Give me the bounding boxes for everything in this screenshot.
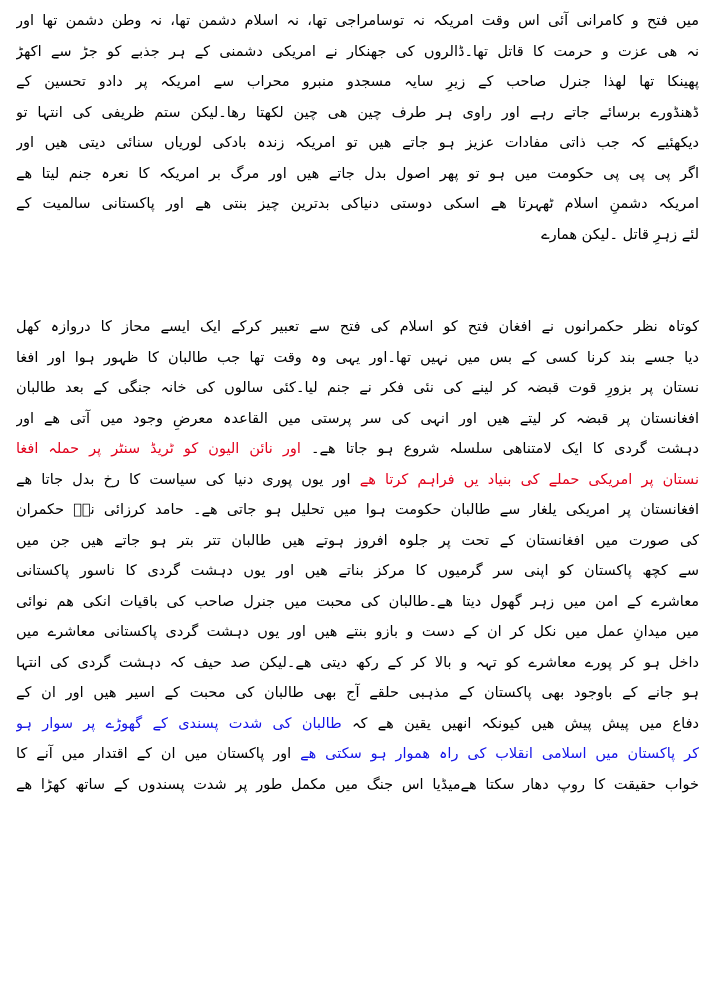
- highlighted-text-red: نستان پر امریکی حملے کی بنیاد یں فراہم کرتا ھے: [359, 471, 699, 488]
- line-text: دفاع میں پیش پیش ھیں کیونکہ انھیں یقین ھے کہ: [351, 715, 699, 732]
- line-text: اور پاکستان میں ان کے اقتدار میں آنے کا: [16, 746, 292, 762]
- text-line: داخل ہو کر پورے معاشرے کو تہہ و بالا کر کے رکھ دیتی ھے۔لیکن صد حیف کہ دہشت گردی کی انتہا: [16, 654, 699, 671]
- line-text: اور یوں پوری دنیا کی سیاست کا رخ بدل جاتا ھے: [16, 471, 351, 488]
- text-line: دیا جسے بند کرنا کسی کے بس میں نہیں تھا۔اور یہی وہ وقت تھا جب طالبان کا ظہور ہوا اور افغا: [16, 349, 699, 366]
- paragraph-spacer: [16, 281, 699, 312]
- text-line: معاشرے کے امن میں زہر گھول دیتا ھے۔طالبان کی محبت میں جنرل صاحب کی باقیات انکی ھم نوائی: [16, 593, 699, 610]
- text-line: میں میدانِ عمل میں نکل کر ان کے دست و بازو بنتے ھیں اور یوں دہشت گردی پاکستانی معاشرے میں: [16, 624, 699, 640]
- text-line: کی صورت میں افغانستان کے تحت پر جلوہ افروز ہوتے ھیں طالبان تتر بتر ہو جاتے ھیں جن میں: [16, 532, 699, 549]
- text-line: سے کچھ پاکستان کو اپنی سر گرمیوں کا مرکز بناتے ھیں اور یوں دہشت گردی کا ناسور پاکستانی: [16, 563, 699, 579]
- text-line: نستان پر بزورِ قوت قبضہ کر لینے کی نئی فکر نے جنم لیا۔کئی سالوں کی خانہ جنگی کے بعد طالبان: [16, 380, 699, 396]
- text-line: دیکھئیے کہ جب ذاتی مفادات عزیز ہو جاتے ھیں تو امریکہ زندہ بادکی لوریاں سنائی دیتی ھیں اور: [16, 135, 699, 151]
- text-line: میں فتح و کامرانی آئی اس وقت امریکہ نہ توسامراجی تھا، نہ اسلام دشمن تھا، نہ وطن دشمن تھا اور: [16, 13, 699, 29]
- text-line: افغانستان پر امریکی یلغار سے طالبان حکومت ہوا میں تحلیل ہو جاتی ھے۔ حامد کرزائی نےؑ حکمران: [16, 502, 699, 518]
- text-line: افغانستان پر قبضہ کر لیتے ھیں اور انہی کی سر پرستی میں القاعدہ معرضِ وجود میں آتی ھے اور: [16, 410, 699, 427]
- paragraph-1: [16, 6, 699, 250]
- text-line: ڈھنڈورے برسائے جاتے رہے اور راوی ہر طرف چین ھی چین لکھتا رھا۔لیکن ستم ظریفی کی انتہا تو: [16, 104, 699, 121]
- text-line: خواب حقیقت کا روپ دھار سکتا ھےمیڈیا اس جنگ میں مکمل طور پر شدت پسندوں کے ساتھ کھڑا ھے: [16, 776, 699, 793]
- text-line: [16, 465, 699, 496]
- highlighted-text-blue: طالبان کی شدت پسندی کے گھوڑے پر سوار ہو: [16, 715, 342, 732]
- text-line: کوتاہ نظر حکمرانوں نے افغان فتح کو اسلام کی فتح سے تعبیر کرکے ایک ایسے محاز کا دروازہ کھل: [16, 319, 699, 335]
- highlighted-text-blue: کر پاکستان میں اسلامی انقلاب کی راہ ھموار ہو سکتی ھے: [300, 746, 699, 762]
- text-line: [16, 434, 699, 465]
- text-line: پھینکا تھا لھذا جنرل صاحب کے زیرِ سایہ مسجدو منبرو محراب سے امریکہ پر دادو تحسین کے: [16, 74, 699, 90]
- text-line: ہو جانے کے باوجود بھی پاکستان کے مذہبی حلقے آج بھی طالبان کی محبت کے اسیر ھیں اور ان کے: [16, 685, 699, 701]
- text-line: امریکہ دشمنِ اسلام ٹھہرتا ھے اسکی دوستی دنیاکی بدترین چیز بنتی ھے اور پاکستانی سالمیت کے: [16, 196, 699, 212]
- line-text: دہشت گردی کا ایک لامتناھی سلسلہ شروع ہو جاتا ھے۔: [310, 441, 699, 457]
- text-line: لئے زہرِ قاتل ۔لیکن ھمارے: [541, 226, 699, 243]
- text-line: [16, 709, 699, 740]
- text-line: [16, 739, 699, 770]
- paragraph-spacer: [16, 250, 699, 281]
- highlighted-text-red: اور نائن الیون کو ٹریڈ سنٹر پر حملہ افغا: [16, 441, 301, 457]
- text-line: اگر پی پی پی حکومت میں ہو تو پھر اصول بدل جاتے ھیں اور مرگ بر امریکہ کا نعرہ جنم لیتا ھے: [16, 165, 699, 182]
- paragraph-2: [16, 312, 699, 800]
- article-page: [16, 6, 699, 800]
- text-line: نہ ھی عزت و حرمت کا قاتل تھا۔ڈالروں کی جھنکار نے امریکی دشمنی کے ہر جذبے کو جڑ سے اکھڑ: [16, 43, 699, 60]
